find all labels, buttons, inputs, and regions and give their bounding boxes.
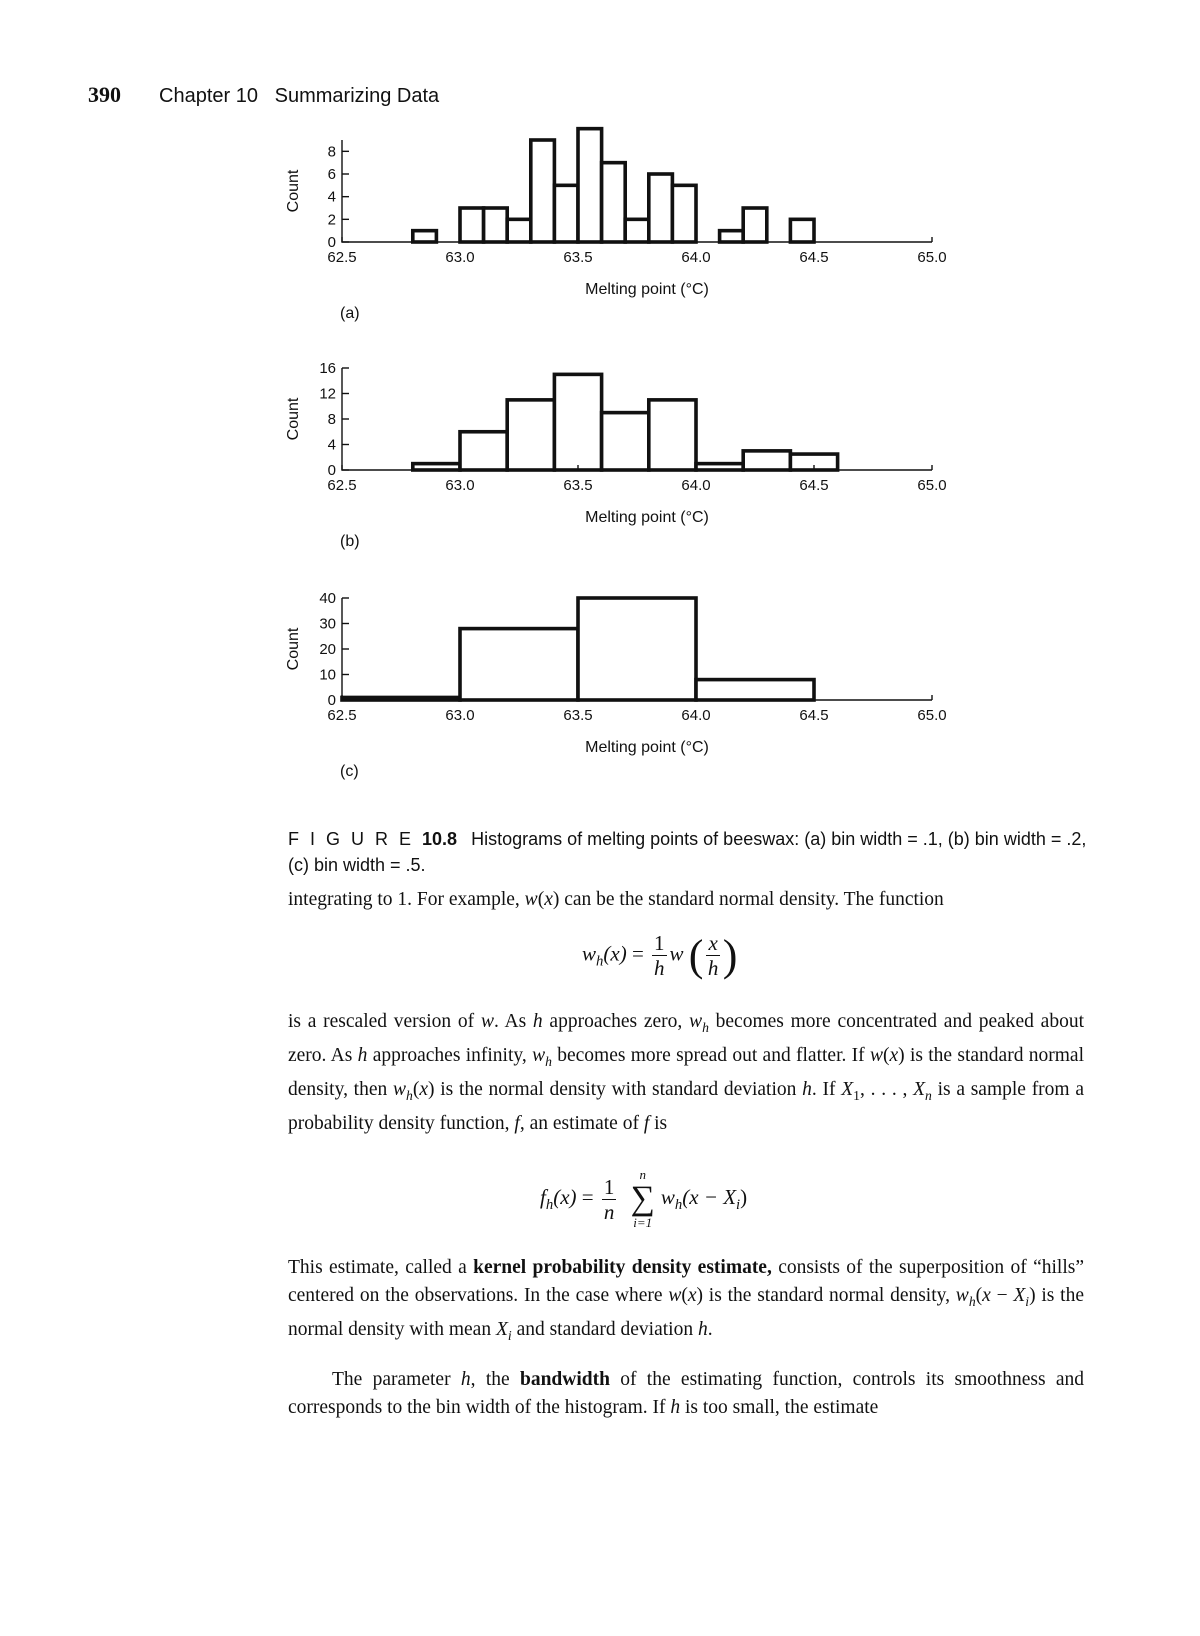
y-tick-label: 0 [327,462,336,479]
histogram-bar [649,400,696,470]
y-tick-label: 2 [327,211,336,229]
x-tick-label: 64.0 [681,707,711,724]
histogram-bar [554,374,601,470]
histogram-c [270,588,990,820]
x-tick-label: 64.5 [799,477,829,494]
x-tick-label: 65.0 [917,249,947,266]
caption-text: Histograms of melting points of beeswax: (a) bin width = .1, (b) bin width = .2, (c) bin width = .5. [288,829,1087,875]
x-tick-label: 62.5 [327,249,357,266]
figure-number: 10.8 [422,829,458,849]
figure-caption [288,826,1088,878]
x-tick-label: 64.0 [681,477,711,494]
histogram-bar [413,231,437,242]
paragraph-4: The parameter h, the bandwidth of the estimating function, controls its smoothness and corresponds to the bin width of the histogram. If h is too small, the estimate [288,1369,1084,1418]
histogram-bar [460,432,507,470]
histogram-b [270,358,990,590]
panel-label: (a) [340,305,360,322]
x-tick-label: 64.5 [799,249,829,266]
histogram-a [270,130,990,362]
y-tick-label: 20 [319,641,336,658]
paragraph-2: is a rescaled version of w. As h approaches zero, $w_h$ becomes more concentrated and peaked about zero. As h approaches infinity, $w_h$ becomes more spread out and flatter. If w(x) is the standard normal density, then $w_h(x)$ is the normal density with standard deviation h. If $X_1$, . . . , $X_n$ is a sample from a probability density function, f, an estimate of f is [288,1011,1084,1134]
histogram-bar [578,129,602,242]
paragraph-1: integrating to 1. For example, w(x) can be the standard normal density. The function [288,889,944,910]
histogram-bar [460,629,578,700]
histogram-bar [625,219,649,242]
running-head: Chapter 10 Summarizing Data [159,85,440,107]
x-axis-label: Melting point (°C) [585,509,709,526]
histogram-bar [507,400,554,470]
histogram-bar [696,464,743,470]
histogram-bar [743,451,790,470]
x-tick-label: 63.0 [445,249,475,266]
y-tick-label: 0 [327,692,336,709]
y-tick-label: 40 [319,590,336,607]
histogram-bar [743,208,767,242]
term-bandwidth: bandwidth [519,1369,610,1390]
equation-kernel-density-estimate: $f_h(x)$ = $\frac{1}{n}$ n ∑ i=1 $w_h(x - X_i)$ [540,1167,748,1230]
x-tick-label: 63.5 [563,707,593,724]
histogram-bar [507,219,531,242]
x-tick-label: 63.5 [563,477,593,494]
x-tick-label: 64.5 [799,707,829,724]
y-tick-label: 0 [327,234,336,251]
histogram-bar [460,208,484,242]
x-axis-label: Melting point (°C) [585,281,709,298]
panel-label: (c) [340,763,359,780]
histogram-bar [602,163,626,242]
paragraph-3: This estimate, called a kernel probability density estimate, consists of the superposition of “hills” centered on the observations. In the case where w(x) is the standard normal density, $w_h(x - X_i)$ is the normal density with mean $X_i$ and standard deviation h. [288,1257,1084,1343]
histogram-bar [554,185,578,242]
panel-label: (b) [340,533,360,550]
page-number: 390 [88,82,121,107]
y-tick-label: 6 [327,166,336,183]
x-tick-label: 62.5 [327,707,357,724]
y-tick-label: 10 [319,666,336,684]
histogram-bar [649,174,673,242]
histogram-svg [270,130,990,362]
histogram-bar [531,140,555,242]
y-tick-label: 4 [327,188,336,206]
x-tick-label: 65.0 [917,707,947,724]
histogram-bar [484,208,508,242]
x-tick-label: 62.5 [327,477,357,494]
histogram-svg [270,588,990,820]
figure-label: F I G U R E [288,829,415,849]
x-tick-label: 63.5 [563,249,593,266]
y-tick-label: 4 [327,436,336,454]
histogram-svg [270,358,990,590]
y-tick-label: 8 [327,143,336,161]
x-axis-label: Melting point (°C) [585,739,709,756]
histogram-bar [602,413,649,470]
x-tick-label: 65.0 [917,477,947,494]
y-tick-label: 12 [319,385,336,403]
histogram-bar [672,185,696,242]
x-tick-label: 63.0 [445,707,475,724]
y-tick-label: 8 [327,411,336,428]
histogram-bar [696,680,814,700]
y-axis-label: Count [285,169,302,213]
y-tick-label: 30 [319,615,336,633]
histogram-bar [790,219,814,242]
y-axis-label: Count [285,397,302,441]
term-kernel-estimate: kernel probability density estimate, [473,1257,772,1278]
histogram-bar [720,231,744,242]
histogram-bar [413,464,460,470]
y-axis-label: Count [285,627,302,671]
equation-rescaled-kernel: $w_h(x)$ = $\frac{1}{h}$ w ( $\frac{x}{h}$ ) [582,931,738,980]
x-tick-label: 63.0 [445,477,475,494]
page-header [88,82,439,108]
y-tick-label: 16 [319,360,336,377]
x-tick-label: 64.0 [681,249,711,266]
histogram-bar [578,598,696,700]
